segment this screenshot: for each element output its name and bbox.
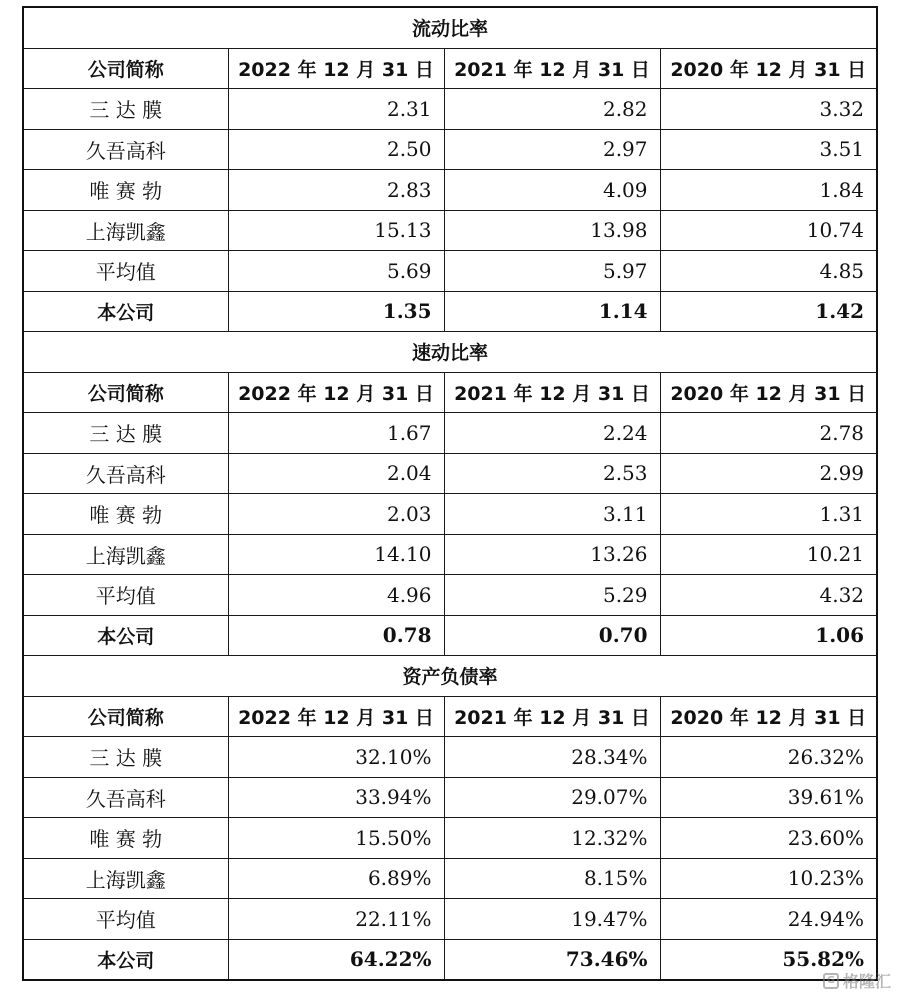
table-row xyxy=(23,737,877,778)
column-header-date: 2022 年 12 月 31 日 xyxy=(228,696,444,737)
value-cell: 4.09 xyxy=(444,170,660,211)
value-cell: 2.97 xyxy=(444,129,660,170)
company-name-cell: 唯 赛 勃 xyxy=(23,170,228,211)
table-row xyxy=(23,575,877,616)
column-header-date: 2020 年 12 月 31 日 xyxy=(660,696,877,737)
column-header-date: 2021 年 12 月 31 日 xyxy=(444,48,660,89)
value-cell: 2.83 xyxy=(228,170,444,211)
value-cell: 1.14 xyxy=(444,291,660,332)
section-title-row xyxy=(23,7,877,48)
table-row xyxy=(23,170,877,211)
value-cell: 1.06 xyxy=(660,615,877,656)
value-cell: 6.89% xyxy=(228,858,444,899)
value-cell: 2.82 xyxy=(444,89,660,130)
value-cell: 24.94% xyxy=(660,899,877,940)
table-row xyxy=(23,858,877,899)
column-header-company: 公司简称 xyxy=(23,696,228,737)
company-name-cell: 三 达 膜 xyxy=(23,413,228,454)
company-name-cell: 本公司 xyxy=(23,615,228,656)
table-row xyxy=(23,939,877,980)
table-row xyxy=(23,453,877,494)
value-cell: 2.04 xyxy=(228,453,444,494)
value-cell: 1.84 xyxy=(660,170,877,211)
value-cell: 12.32% xyxy=(444,818,660,859)
value-cell: 2.78 xyxy=(660,413,877,454)
value-cell: 8.15% xyxy=(444,858,660,899)
section-title: 速动比率 xyxy=(23,332,877,373)
value-cell: 3.32 xyxy=(660,89,877,130)
company-name-cell: 平均值 xyxy=(23,251,228,292)
column-header-row xyxy=(23,48,877,89)
value-cell: 64.22% xyxy=(228,939,444,980)
company-name-cell: 久吾高科 xyxy=(23,453,228,494)
company-name-cell: 本公司 xyxy=(23,939,228,980)
table-row xyxy=(23,210,877,251)
section-title: 资产负债率 xyxy=(23,656,877,697)
column-header-company: 公司简称 xyxy=(23,48,228,89)
value-cell: 73.46% xyxy=(444,939,660,980)
value-cell: 3.11 xyxy=(444,494,660,535)
value-cell: 28.34% xyxy=(444,737,660,778)
value-cell: 10.74 xyxy=(660,210,877,251)
company-name-cell: 上海凯鑫 xyxy=(23,210,228,251)
company-name-cell: 久吾高科 xyxy=(23,777,228,818)
value-cell: 15.50% xyxy=(228,818,444,859)
value-cell: 0.70 xyxy=(444,615,660,656)
table-row xyxy=(23,129,877,170)
company-name-cell: 平均值 xyxy=(23,899,228,940)
table-row xyxy=(23,89,877,130)
value-cell: 23.60% xyxy=(660,818,877,859)
table-row xyxy=(23,899,877,940)
company-name-cell: 平均值 xyxy=(23,575,228,616)
company-name-cell: 本公司 xyxy=(23,291,228,332)
company-name-cell: 三 达 膜 xyxy=(23,89,228,130)
gelonghui-logo-icon: G xyxy=(823,973,839,989)
section-title-row xyxy=(23,332,877,373)
watermark xyxy=(823,969,891,992)
value-cell: 39.61% xyxy=(660,777,877,818)
column-header-date: 2022 年 12 月 31 日 xyxy=(228,48,444,89)
column-header-row xyxy=(23,696,877,737)
company-name-cell: 唯 赛 勃 xyxy=(23,494,228,535)
table-row xyxy=(23,777,877,818)
value-cell: 26.32% xyxy=(660,737,877,778)
value-cell: 1.35 xyxy=(228,291,444,332)
value-cell: 10.21 xyxy=(660,534,877,575)
table-row xyxy=(23,413,877,454)
company-name-cell: 久吾高科 xyxy=(23,129,228,170)
value-cell: 14.10 xyxy=(228,534,444,575)
value-cell: 29.07% xyxy=(444,777,660,818)
table-row xyxy=(23,251,877,292)
table-row xyxy=(23,534,877,575)
value-cell: 10.23% xyxy=(660,858,877,899)
value-cell: 2.24 xyxy=(444,413,660,454)
section-title: 流动比率 xyxy=(23,7,877,48)
value-cell: 0.78 xyxy=(228,615,444,656)
value-cell: 19.47% xyxy=(444,899,660,940)
column-header-date: 2020 年 12 月 31 日 xyxy=(660,372,877,413)
value-cell: 55.82% xyxy=(660,939,877,980)
column-header-date: 2022 年 12 月 31 日 xyxy=(228,372,444,413)
value-cell: 2.99 xyxy=(660,453,877,494)
value-cell: 3.51 xyxy=(660,129,877,170)
column-header-date: 2020 年 12 月 31 日 xyxy=(660,48,877,89)
column-header-date: 2021 年 12 月 31 日 xyxy=(444,696,660,737)
value-cell: 22.11% xyxy=(228,899,444,940)
value-cell: 2.03 xyxy=(228,494,444,535)
value-cell: 4.96 xyxy=(228,575,444,616)
section-title-row xyxy=(23,656,877,697)
column-header-date: 2021 年 12 月 31 日 xyxy=(444,372,660,413)
value-cell: 2.31 xyxy=(228,89,444,130)
company-name-cell: 上海凯鑫 xyxy=(23,858,228,899)
value-cell: 13.98 xyxy=(444,210,660,251)
value-cell: 13.26 xyxy=(444,534,660,575)
company-name-cell: 三 达 膜 xyxy=(23,737,228,778)
value-cell: 1.42 xyxy=(660,291,877,332)
company-name-cell: 上海凯鑫 xyxy=(23,534,228,575)
column-header-row xyxy=(23,372,877,413)
value-cell: 1.67 xyxy=(228,413,444,454)
company-name-cell: 唯 赛 勃 xyxy=(23,818,228,859)
watermark-text: 格隆汇 xyxy=(842,972,891,991)
financial-ratio-table xyxy=(22,6,878,981)
value-cell: 32.10% xyxy=(228,737,444,778)
value-cell: 4.32 xyxy=(660,575,877,616)
table-body xyxy=(23,7,877,980)
value-cell: 1.31 xyxy=(660,494,877,535)
value-cell: 15.13 xyxy=(228,210,444,251)
table-row xyxy=(23,818,877,859)
value-cell: 2.53 xyxy=(444,453,660,494)
table-row xyxy=(23,615,877,656)
table-row xyxy=(23,291,877,332)
value-cell: 5.29 xyxy=(444,575,660,616)
value-cell: 5.69 xyxy=(228,251,444,292)
column-header-company: 公司简称 xyxy=(23,372,228,413)
value-cell: 33.94% xyxy=(228,777,444,818)
value-cell: 4.85 xyxy=(660,251,877,292)
value-cell: 5.97 xyxy=(444,251,660,292)
table-row xyxy=(23,494,877,535)
value-cell: 2.50 xyxy=(228,129,444,170)
